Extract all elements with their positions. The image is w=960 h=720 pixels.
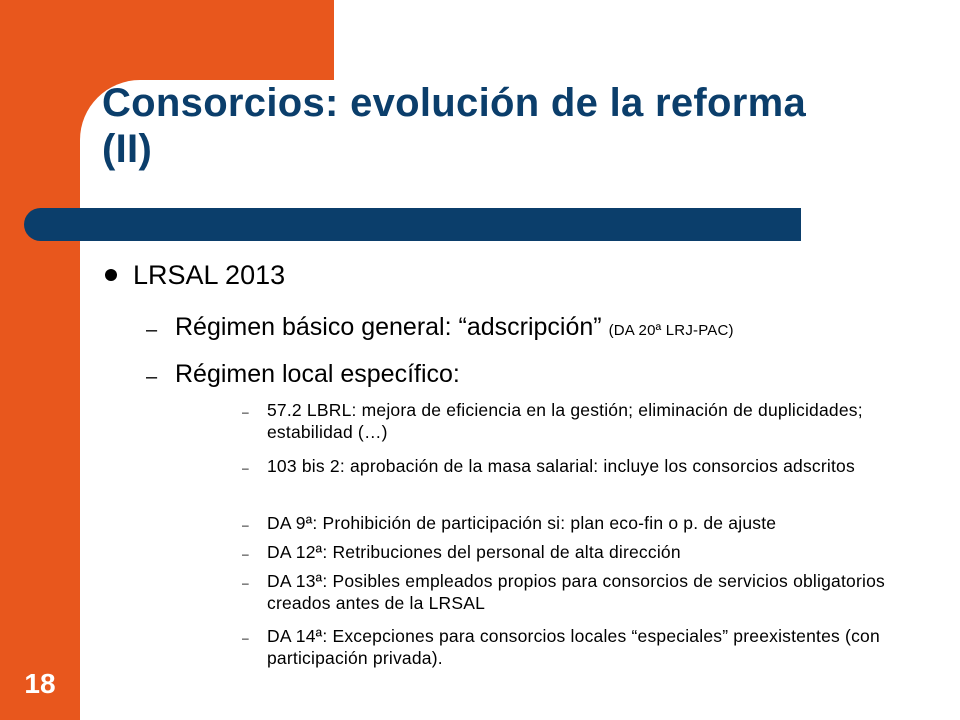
- bullet-lrsal: LRSAL 2013: [133, 260, 286, 290]
- dash-icon: –: [146, 319, 158, 341]
- dash-icon: –: [242, 547, 249, 561]
- slide-title: Consorcios: evolución de la reforma (II): [102, 81, 806, 171]
- dash-icon: –: [242, 518, 249, 532]
- list-item: 103 bis 2: aprobación de la masa salarial: incluye los consorcios adscritos: [267, 456, 855, 476]
- sub-bullet-regimen-local: Régimen local específico:: [175, 360, 460, 388]
- sub-bullet-regimen-general: [175, 312, 734, 346]
- bullet-dot-icon: [105, 269, 117, 281]
- dash-icon: –: [146, 366, 158, 388]
- page-number: 18: [24, 668, 56, 699]
- list-item: DA 12ª: Retribuciones del personal de alta dirección: [267, 542, 681, 562]
- dash-icon: –: [242, 576, 249, 590]
- list-item: DA 13ª: Posibles empleados propios para consorcios de servicios obligatorios creados antes de la LRSAL: [267, 571, 885, 613]
- list-item: DA 9ª: Prohibición de participación si: plan eco-fin o p. de ajuste: [267, 513, 777, 533]
- dash-icon: –: [242, 631, 249, 645]
- dash-icon: –: [242, 405, 249, 419]
- list-item: DA 14ª: Excepciones para consorcios locales “especiales” preexistentes (con participación privada).: [267, 626, 880, 668]
- regimen-general-ref: (DA 20ª LRJ-PAC): [608, 322, 734, 339]
- list-item: 57.2 LBRL: mejora de eficiencia en la gestión; eliminación de duplicidades; estabilidad (…): [267, 400, 863, 442]
- dash-icon: –: [242, 461, 249, 475]
- regimen-general-text: Régimen básico general: “adscripción”: [175, 313, 602, 341]
